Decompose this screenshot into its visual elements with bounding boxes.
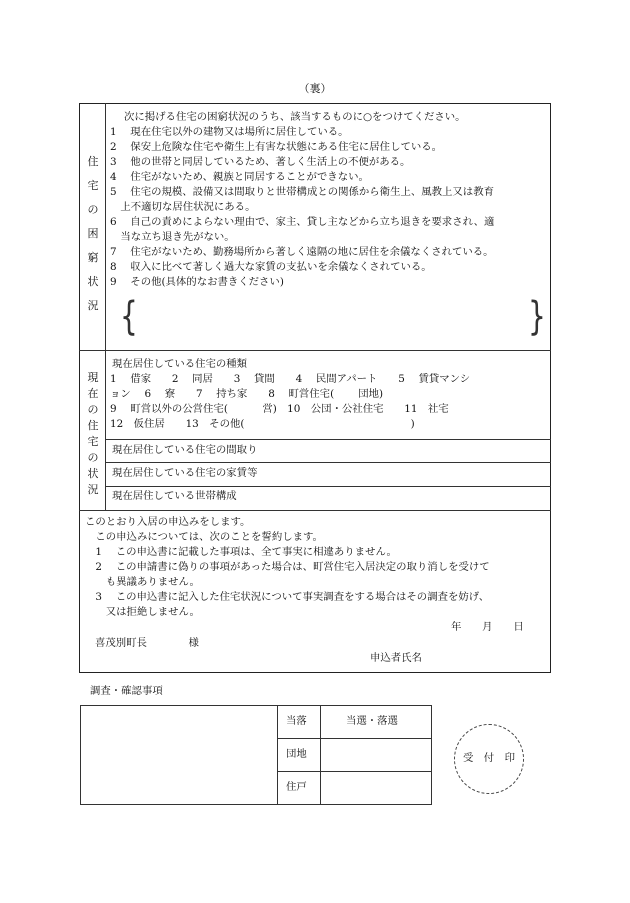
housing-side-char: 窮 (87, 251, 99, 264)
hardship-item-continued: 当な立ち退き先がない。 (110, 231, 235, 243)
survey-divider (277, 705, 278, 805)
hardship-item[interactable]: 8 収入に比べて著しく過大な家賃の支払いを余儀なくされている。 (110, 261, 432, 273)
row-divider-rent (105, 462, 551, 463)
survey-title: 調査・確認事項 (90, 685, 163, 697)
survey-value-result[interactable]: 当選・落選 (346, 715, 398, 727)
survey-label-complex: 団地 (286, 748, 307, 760)
hardship-item-continued: 上不適切な居住状況にある。 (110, 201, 256, 213)
housing-type-options[interactable]: 12 仮住居 13 その他( ) (110, 418, 415, 430)
housing-side-char: 困 (87, 227, 99, 240)
hardship-item[interactable]: 6 自己の責めによらない理由で、家主、貸し主などから立ち退きを要求され、適 (110, 216, 495, 228)
household-row[interactable]: 現在居住している世帯構成 (112, 490, 237, 502)
reception-stamp-label: 受 付 印 (463, 752, 515, 764)
current-side-char: 住 (87, 419, 99, 432)
side-label-divider (105, 103, 106, 510)
section-divider-declaration (79, 510, 551, 511)
current-side-char: 現 (87, 371, 99, 384)
mayor-addressee: 喜茂別町長 様 (95, 637, 199, 649)
housing-type-options[interactable]: 9 町営以外の公営住宅( 営) 10 公団・公社住宅 11 社宅 (110, 403, 449, 415)
housing-intro: 次に掲げる住宅の困窮状況のうち、該当するものに○をつけてください。 (124, 111, 466, 123)
declaration-line: 又は拒絶しません。 (85, 606, 200, 618)
floor-plan-row[interactable]: 現在居住している住宅の間取り (112, 444, 258, 456)
housing-side-char: 宅 (87, 179, 99, 192)
right-brace: } (528, 293, 546, 340)
row-divider-household (105, 486, 551, 487)
survey-row-divider (277, 771, 432, 772)
hardship-item[interactable]: 5 住宅の規模、設備又は間取りと世帯構成との関係から衛生上、風教上又は教育 (110, 186, 494, 198)
other-details-field[interactable] (136, 296, 524, 334)
hardship-item[interactable]: 4 住宅がないため、親族と同居することができない。 (110, 171, 369, 183)
housing-side-char: 住 (87, 155, 99, 168)
row-divider-layout (105, 439, 551, 440)
housing-side-char: の (87, 203, 99, 216)
housing-side-char: 状 (87, 275, 99, 288)
declaration-line: 2 この申請書に偽りの事項があった場合は、町営住宅入居決定の取り消しを受けて (85, 561, 490, 573)
section-divider-housing (79, 350, 551, 351)
current-side-char: 状 (87, 467, 99, 480)
rent-row[interactable]: 現在居住している住宅の家賃等 (112, 467, 258, 479)
housing-side-char: 況 (87, 299, 99, 312)
survey-row-divider (277, 738, 432, 739)
current-side-char: 宅 (87, 435, 99, 448)
survey-divider (320, 705, 321, 805)
survey-label-unit: 住戸 (286, 781, 307, 793)
current-side-char: の (87, 403, 99, 416)
hardship-item[interactable]: 1 現在住宅以外の建物又は場所に居住している。 (110, 126, 349, 138)
housing-type-options[interactable]: 1 借家 2 同居 3 貸間 4 民間アパート 5 賃貸マンシ (110, 373, 471, 385)
housing-type-heading: 現在居住している住宅の種類 (112, 358, 248, 370)
current-side-char: の (87, 451, 99, 464)
applicant-name-label[interactable]: 申込者氏名 (370, 652, 422, 664)
declaration-line: このとおり入居の申込みをします。 (85, 516, 251, 528)
left-brace: { (120, 293, 138, 340)
current-side-char: 在 (87, 387, 99, 400)
date-field[interactable]: 年 月 日 (451, 621, 524, 633)
hardship-item[interactable]: 3 他の世帯と同居しているため、著しく生活上の不便がある。 (110, 156, 411, 168)
hardship-item[interactable]: 9 その他(具体的なお書きください) (110, 276, 284, 288)
declaration-line: 1 この申込書に記載した事項は、全て事実に相違ありません。 (85, 546, 397, 558)
declaration-line: 3 この申込書に記入した住宅状況について事実調査をする場合はその調査を妨げ、 (85, 591, 490, 603)
hardship-item[interactable]: 7 住宅がないため、勤務場所から著しく遠隔の地に居住を余儀なくされている。 (110, 246, 494, 258)
page-title: （裏） (298, 82, 332, 95)
hardship-item[interactable]: 2 保安上危険な住宅や衛生上有害な状態にある住宅に居住している。 (110, 141, 443, 153)
declaration-line: も異議ありません。 (85, 576, 200, 588)
housing-type-options[interactable]: ョン 6 寮 7 持ち家 8 町営住宅( 団地) (110, 388, 384, 400)
declaration-line: この申込みについては、次のことを誓約します。 (85, 531, 323, 543)
survey-label-result: 当落 (286, 715, 307, 727)
current-side-char: 況 (87, 483, 99, 496)
